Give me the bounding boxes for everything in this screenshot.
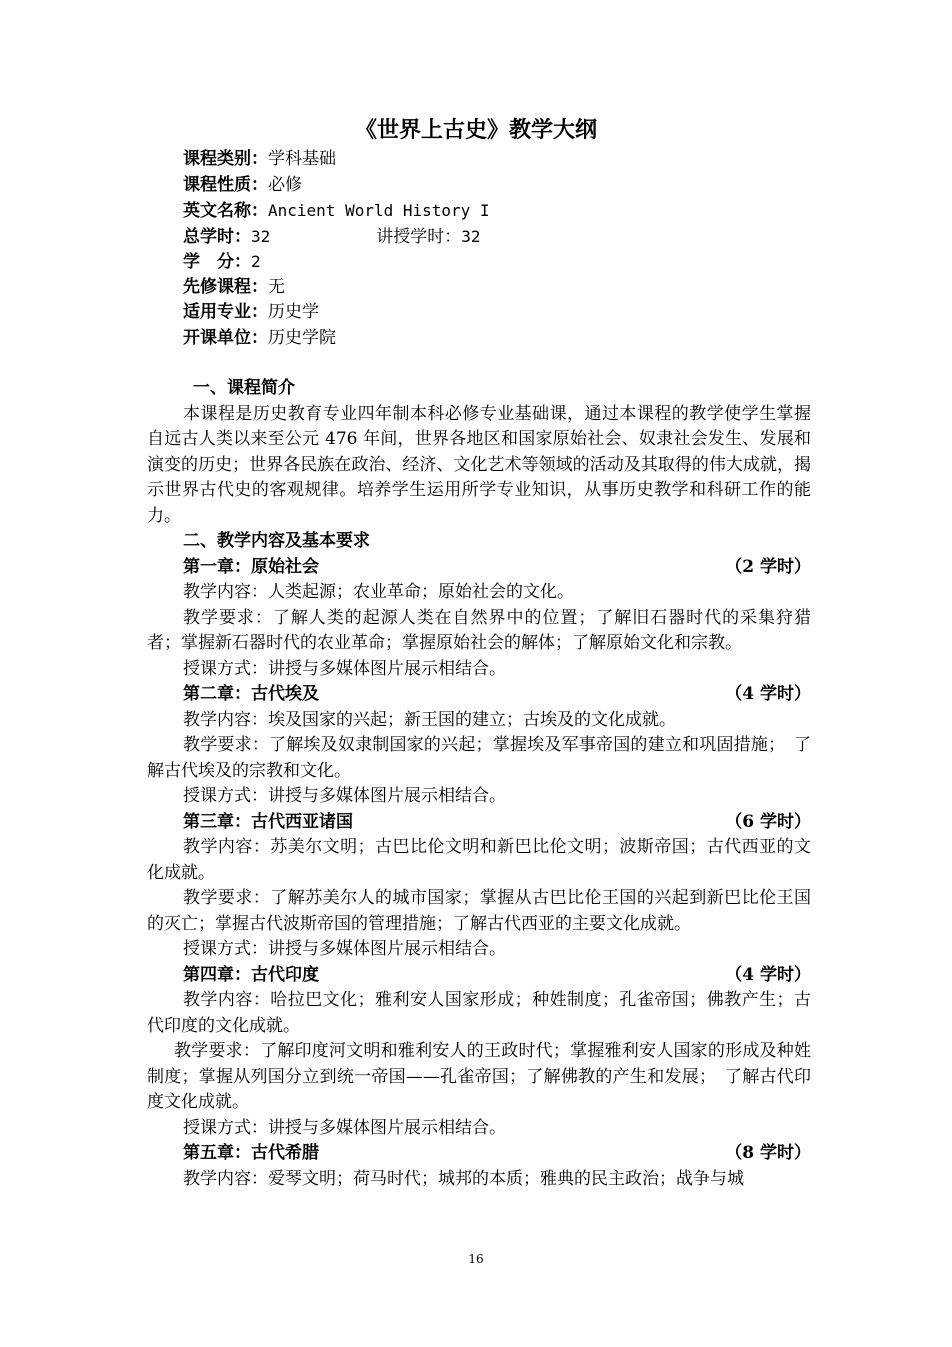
english-name-label: 英文名称： [183, 201, 268, 221]
chapter-title: 第三章：古代西亚诸国 [183, 811, 353, 832]
chapter-requirement: 教学要求：了解印度河文明和雅利安人的王政时代；掌握雅利安人国家的形成及种姓制度；掌握从列国分立到统一帝国——孔雀帝国；了解佛教的产生和发展； 了解古代印度文化成就。 [147, 1041, 811, 1112]
credits-row [183, 249, 803, 275]
prerequisite-row [183, 275, 803, 301]
credits-label: 学 分： [183, 252, 251, 272]
chapter-requirement: 教学要求：了解苏美尔人的城市国家；掌握从古巴比伦王国的兴起到新巴比伦王国的灭亡；掌握古代波斯帝国的管理措施；了解古代西亚的主要文化成就。 [147, 888, 811, 934]
credits-value: 2 [251, 252, 261, 271]
page-title: 《世界上古史》教学大纲 [354, 118, 597, 143]
chapter-title: 第一章：原始社会 [183, 556, 319, 577]
chapter-method: 授课方式：讲授与多媒体图片展示相结合。 [183, 939, 506, 959]
chapter-title: 第四章：古代印度 [183, 964, 319, 985]
chapter-hours: （4 学时） [725, 964, 811, 985]
lecture-hours-label: 讲授学时： [376, 226, 462, 247]
course-category-row [183, 147, 803, 173]
prerequisite-label: 先修课程： [183, 276, 268, 297]
chapter-hours: （4 学时） [725, 684, 811, 704]
department-value: 历史学院 [268, 327, 336, 348]
english-name-value: Ancient World History I [268, 201, 490, 220]
chapter-title: 第五章：古代希腊 [183, 1143, 319, 1163]
chapter-hours: （6 学时） [725, 811, 811, 832]
prerequisite-value: 无 [268, 276, 285, 297]
course-category-value: 学科基础 [268, 149, 336, 169]
chapter-requirement: 教学要求：了解埃及奴隶制国家的兴起；掌握埃及军事帝国的建立和巩固措施； 了解古代埃及的宗教和文化。 [147, 735, 811, 781]
chapter-heading [147, 682, 811, 708]
chapter-requirement: 教学要求：了解人类的起源人类在自然界中的位置；了解旧石器时代的采集狩猎者；掌握新石器时代的农业革命；掌握原始社会的解体；了解原始文化和宗教。 [147, 607, 811, 653]
chapter-content: 教学内容：人类起源；农业革命；原始社会的文化。 [183, 582, 574, 602]
hours-row [183, 224, 803, 250]
chapter-content: 教学内容：哈拉巴文化；雅利安人国家形成；种姓制度；孔雀帝国；佛教产生；古代印度的文化成就。 [147, 990, 811, 1036]
chapter-hours: （8 学时） [725, 1143, 811, 1163]
lecture-hours-value: 32 [461, 226, 481, 246]
chapter-method: 授课方式：讲授与多媒体图片展示相结合。 [183, 786, 506, 806]
chapter-content: 教学内容：埃及国家的兴起；新王国的建立；古埃及的文化成就。 [183, 709, 676, 730]
chapter-heading [147, 555, 811, 581]
chapter-hours: （2 学时） [725, 556, 811, 577]
chapter-heading [147, 963, 811, 989]
course-nature-label: 课程性质： [183, 174, 268, 195]
course-nature-row [183, 173, 803, 199]
major-value: 历史学 [268, 302, 319, 322]
major-label: 适用专业： [183, 302, 268, 322]
total-hours-value: 32 [251, 226, 271, 246]
course-nature-value: 必修 [268, 174, 302, 195]
chapter-title: 第二章：古代埃及 [183, 684, 319, 704]
section-heading-content: 二、教学内容及基本要求 [183, 531, 370, 551]
chapter-method: 授课方式：讲授与多媒体图片展示相结合。 [183, 1117, 506, 1138]
course-info [183, 147, 803, 351]
chapter-content: 教学内容：苏美尔文明；古巴比伦文明和新巴比伦文明；波斯帝国；古代西亚的文化成就。 [147, 837, 811, 883]
course-category-label: 课程类别： [183, 149, 268, 169]
department-label: 开课单位： [183, 327, 268, 348]
major-row [183, 300, 803, 326]
english-name-row [183, 198, 803, 224]
department-row [183, 326, 803, 352]
total-hours-label: 总学时： [183, 226, 251, 247]
intro-paragraph: 本课程是历史教育专业四年制本科必修专业基础课，通过本课程的教学使学生掌握自远古人类以来至公元 476 年间，世界各地区和国家原始社会、奴隶社会发生、发展和演变的历史；世界各民族在政治、经济、文化艺术等领域的活动及其取得的伟大成就，揭示世界古代史的客观规律。培养学生运用所学专业知识，从事历史教学和科研工作的能力。 [147, 403, 811, 526]
chapter-heading [147, 810, 811, 836]
chapter-heading [147, 1141, 811, 1167]
chapter-method: 授课方式：讲授与多媒体图片展示相结合。 [183, 658, 506, 679]
page-number: 16 [468, 1252, 484, 1266]
syllabus-body [147, 376, 811, 1192]
chapter-content: 教学内容：爱琴文明；荷马时代；城邦的本质；雅典的民主政治；战争与城 [183, 1168, 744, 1189]
section-heading-intro: 一、课程简介 [193, 378, 295, 398]
